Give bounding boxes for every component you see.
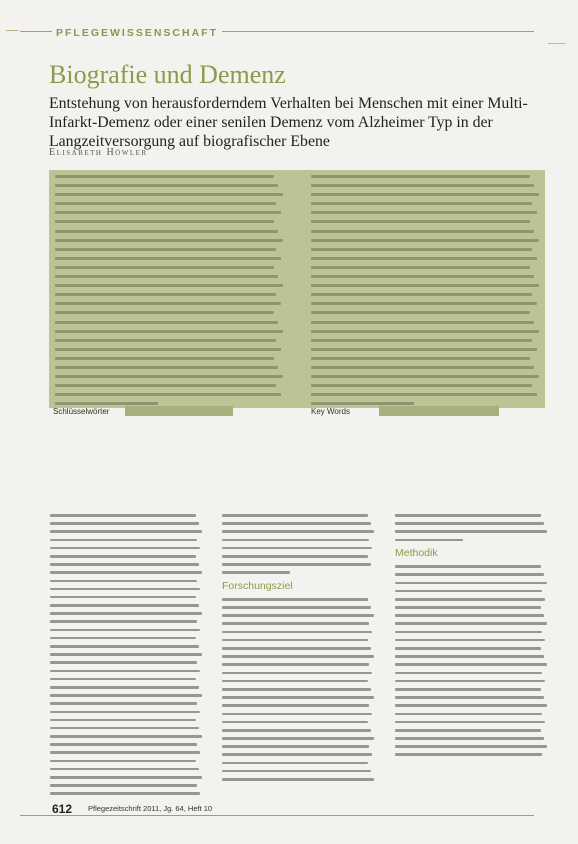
text-line bbox=[395, 573, 544, 576]
text-line bbox=[55, 184, 278, 187]
text-line bbox=[222, 770, 371, 773]
text-line bbox=[50, 727, 199, 730]
text-line bbox=[222, 753, 372, 756]
text-line bbox=[222, 688, 371, 691]
text-line bbox=[222, 522, 371, 525]
text-line bbox=[50, 645, 199, 648]
text-line bbox=[50, 711, 200, 714]
text-line bbox=[222, 647, 371, 650]
crop-mark bbox=[548, 43, 566, 46]
text-line bbox=[55, 366, 278, 369]
text-line bbox=[55, 220, 274, 223]
text-line bbox=[50, 735, 202, 738]
footer-rule bbox=[20, 815, 534, 816]
abstract-german bbox=[55, 175, 283, 411]
text-line bbox=[50, 719, 196, 722]
author: Elisabeth Höwler bbox=[49, 147, 148, 158]
key-words-label: Key Words bbox=[311, 407, 350, 416]
text-line bbox=[311, 311, 530, 314]
text-line bbox=[311, 266, 530, 269]
text-line bbox=[50, 555, 196, 558]
text-line bbox=[395, 639, 545, 642]
text-line bbox=[222, 539, 369, 542]
text-line bbox=[55, 348, 281, 351]
keywords-label: Schlüsselwörter bbox=[53, 407, 110, 416]
text-line bbox=[222, 696, 374, 699]
text-line bbox=[311, 293, 532, 296]
text-line bbox=[50, 751, 200, 754]
text-line bbox=[222, 762, 368, 765]
text-line bbox=[50, 637, 196, 640]
heading-forschungsziel: Forschungsziel bbox=[222, 579, 293, 592]
text-line bbox=[395, 737, 544, 740]
text-line bbox=[55, 321, 278, 324]
key-words-field bbox=[379, 406, 499, 416]
text-line bbox=[50, 653, 202, 656]
text-line bbox=[395, 663, 547, 666]
text-line bbox=[222, 622, 369, 625]
text-line bbox=[222, 555, 368, 558]
text-line bbox=[50, 792, 200, 795]
keywords-field bbox=[125, 406, 233, 416]
text-line bbox=[55, 257, 281, 260]
text-line bbox=[222, 598, 368, 601]
text-line bbox=[395, 514, 541, 517]
text-line bbox=[55, 375, 283, 378]
text-line bbox=[311, 330, 539, 333]
text-line bbox=[50, 588, 200, 591]
text-line bbox=[50, 702, 197, 705]
text-line bbox=[50, 563, 199, 566]
text-line bbox=[395, 721, 545, 724]
text-line bbox=[395, 582, 547, 585]
text-line bbox=[395, 631, 542, 634]
text-line bbox=[55, 193, 283, 196]
text-line bbox=[55, 266, 274, 269]
text-line bbox=[311, 402, 414, 405]
text-line bbox=[311, 339, 532, 342]
text-line bbox=[50, 539, 197, 542]
text-line bbox=[311, 384, 532, 387]
text-line bbox=[395, 680, 545, 683]
text-line bbox=[50, 522, 199, 525]
body-column-3 bbox=[395, 514, 547, 762]
text-line bbox=[55, 302, 281, 305]
text-line bbox=[395, 647, 541, 650]
text-line bbox=[222, 614, 374, 617]
text-line bbox=[395, 713, 542, 716]
article-subtitle: Entstehung von herausforderndem Verhalten bei Menschen mit einer Multi-Infarkt-Demenz oder einer senilen Demenz vom Alzheimer Typ in der Langzeitversorgung auf biografischer Ebene bbox=[49, 95, 528, 150]
text-line bbox=[50, 694, 202, 697]
text-line bbox=[222, 737, 374, 740]
text-line bbox=[55, 202, 276, 205]
text-line bbox=[311, 348, 537, 351]
text-line bbox=[395, 753, 542, 756]
text-line bbox=[55, 293, 276, 296]
text-line bbox=[395, 704, 547, 707]
text-line bbox=[55, 384, 276, 387]
text-line bbox=[55, 230, 278, 233]
text-line bbox=[55, 211, 281, 214]
text-line bbox=[55, 393, 281, 396]
text-line bbox=[55, 311, 274, 314]
abstract-english bbox=[311, 175, 539, 411]
text-line bbox=[55, 239, 283, 242]
text-line bbox=[222, 721, 368, 724]
text-line bbox=[395, 539, 463, 542]
text-line bbox=[311, 175, 530, 178]
text-line bbox=[395, 688, 541, 691]
text-line bbox=[55, 284, 283, 287]
text-line bbox=[311, 393, 537, 396]
text-line bbox=[311, 375, 539, 378]
text-line bbox=[222, 606, 371, 609]
text-line bbox=[50, 670, 200, 673]
text-line bbox=[222, 655, 374, 658]
text-line bbox=[50, 776, 202, 779]
body-column-1 bbox=[50, 514, 202, 801]
text-line bbox=[50, 760, 196, 763]
abstract-box bbox=[49, 170, 545, 416]
text-line bbox=[50, 580, 197, 583]
text-line bbox=[222, 713, 372, 716]
text-line bbox=[395, 729, 541, 732]
text-line bbox=[395, 530, 547, 533]
text-line bbox=[311, 230, 534, 233]
text-line bbox=[222, 663, 369, 666]
crop-mark bbox=[6, 30, 18, 36]
text-line bbox=[311, 184, 534, 187]
text-line bbox=[222, 672, 372, 675]
text-line bbox=[50, 620, 197, 623]
text-line bbox=[311, 202, 532, 205]
text-line bbox=[50, 547, 200, 550]
page-number: 612 bbox=[52, 802, 73, 816]
text-line bbox=[395, 672, 542, 675]
text-line bbox=[50, 629, 200, 632]
text-line bbox=[222, 563, 371, 566]
text-line bbox=[222, 639, 368, 642]
text-line bbox=[55, 330, 283, 333]
text-line bbox=[222, 680, 368, 683]
text-line bbox=[395, 606, 541, 609]
section-label: PFLEGEWISSENSCHAFT bbox=[52, 27, 222, 39]
text-line bbox=[311, 366, 534, 369]
text-line bbox=[50, 571, 202, 574]
text-line bbox=[50, 743, 197, 746]
text-line bbox=[222, 514, 368, 517]
text-line bbox=[50, 596, 196, 599]
text-line bbox=[395, 745, 547, 748]
text-line bbox=[395, 696, 544, 699]
body-column-2 bbox=[222, 514, 374, 786]
text-line bbox=[50, 604, 199, 607]
text-line bbox=[50, 768, 199, 771]
text-line bbox=[395, 614, 544, 617]
text-line bbox=[55, 357, 274, 360]
text-line bbox=[55, 175, 274, 178]
text-line bbox=[222, 571, 290, 574]
text-line bbox=[222, 704, 369, 707]
text-line bbox=[311, 193, 539, 196]
text-line bbox=[311, 239, 539, 242]
text-line bbox=[395, 598, 545, 601]
text-line bbox=[50, 530, 202, 533]
text-line bbox=[50, 678, 196, 681]
text-line bbox=[222, 778, 374, 781]
text-line bbox=[311, 220, 530, 223]
text-line bbox=[311, 302, 537, 305]
text-line bbox=[50, 784, 197, 787]
text-line bbox=[222, 745, 369, 748]
text-line bbox=[311, 357, 530, 360]
text-line bbox=[50, 661, 197, 664]
text-line bbox=[222, 530, 374, 533]
text-line bbox=[222, 729, 371, 732]
text-line bbox=[55, 402, 158, 405]
heading-methodik: Methodik bbox=[395, 547, 438, 560]
text-line bbox=[311, 275, 534, 278]
article-title: Biografie und Demenz bbox=[49, 60, 286, 89]
text-line bbox=[395, 655, 544, 658]
journal-source: Pflegezeitschrift 2011, Jg. 64, Heft 10 bbox=[88, 804, 213, 813]
text-line bbox=[395, 522, 544, 525]
text-line bbox=[395, 590, 542, 593]
text-line bbox=[311, 248, 532, 251]
text-line bbox=[50, 514, 196, 517]
text-line bbox=[311, 257, 537, 260]
text-line bbox=[311, 321, 534, 324]
text-line bbox=[50, 612, 202, 615]
text-line bbox=[395, 565, 541, 568]
text-line bbox=[222, 631, 372, 634]
text-line bbox=[55, 275, 278, 278]
text-line bbox=[55, 248, 276, 251]
text-line bbox=[222, 547, 372, 550]
text-line bbox=[50, 686, 199, 689]
text-line bbox=[311, 284, 539, 287]
text-line bbox=[55, 339, 276, 342]
text-line bbox=[311, 211, 537, 214]
text-line bbox=[395, 622, 547, 625]
